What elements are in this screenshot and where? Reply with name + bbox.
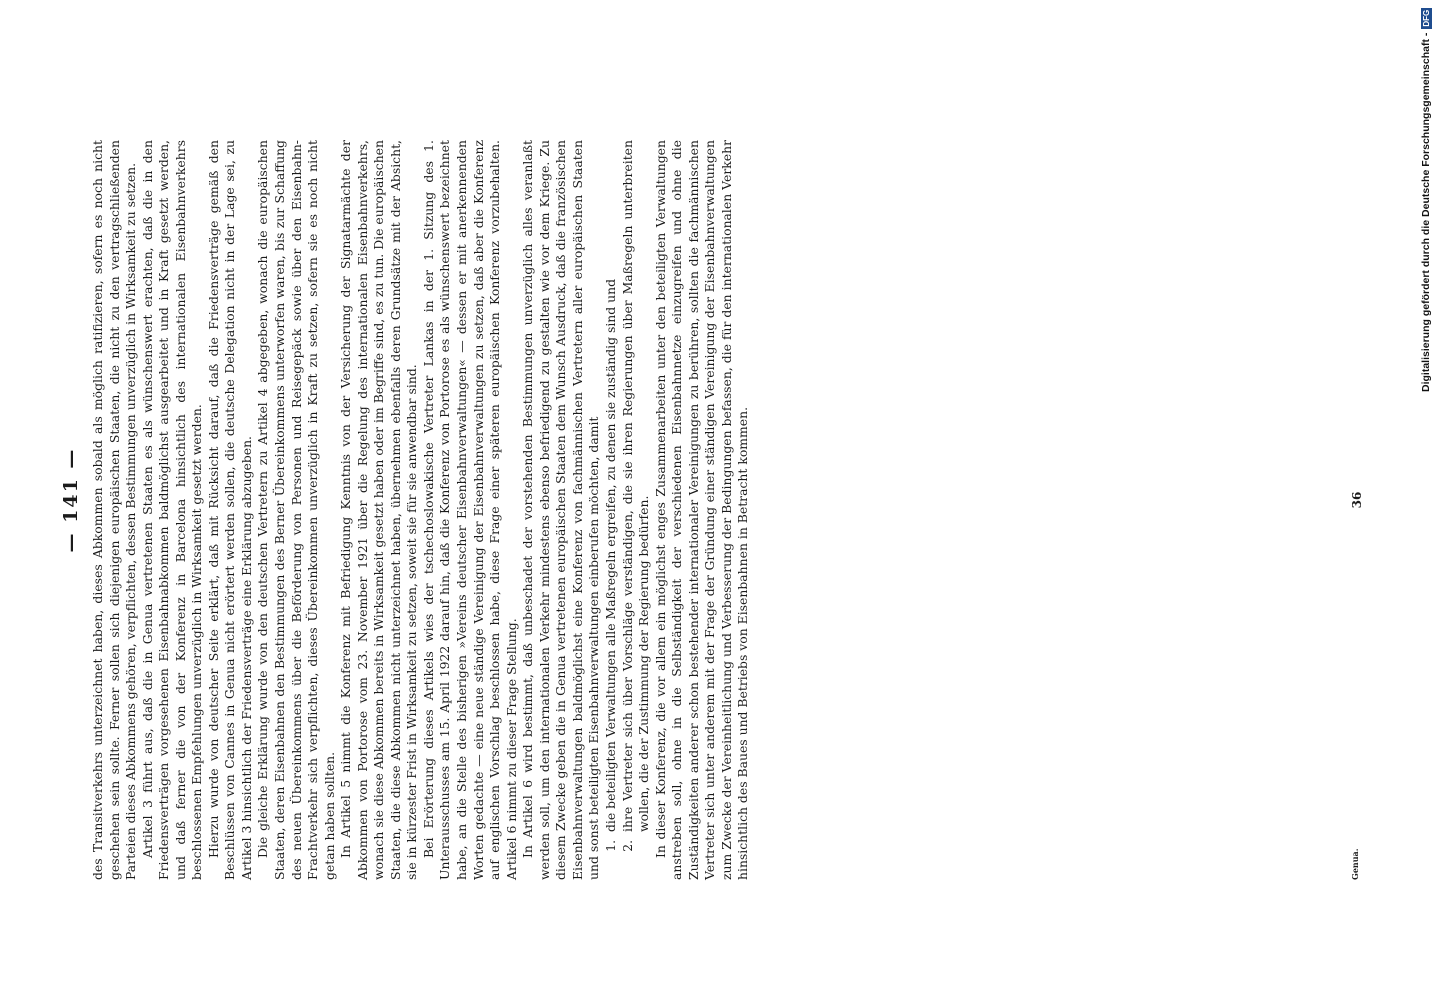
paragraph: Artikel 3 führt aus, daß die in Genua vertretenen Staaten es als wünschenswert erachten, daß die in den Friedensverträgen vorgesehenen Eisenbahnabkommen baldmöglichst ausgearbeitet und in Kraft gesetzt werden, und daß ferner die von der Konferenz in Barcelona hinsichtlich des internationalen Eisenbahnverkehrs beschlossenen Empfehlungen unverzüglich in Wirksamkeit gesetzt werden.	[139, 140, 205, 880]
rotated-document-page	[60, 0, 1364, 1000]
paragraph: Bei Erörterung dieses Artikels wies der tschechoslowakische Vertreter Lankas in der 1. Sitzung des 1. Unterausschusses am 15. April 1922 darauf hin, daß die Konferenz von Portorose es als wünschenswert bezeichnet habe, an die Stelle des bisherigen »Vereins deutscher Eisenbahnverwaltungen« — dessen er mit anerkennenden Worten gedachte — eine neue ständige Vereinigung der Eisenbahnverwaltungen zu setzen, daß aber die Konferenz auf englischen Vorschlag beschlossen habe, diese Frage einer späteren europäischen Konferenz vorzubehalten. Artikel 6 nimmt zu dieser Frage Stellung.	[420, 140, 519, 880]
dfg-logo: DFG	[1421, 9, 1431, 27]
paragraph: des Transitverkehrs unterzeichnet haben, dieses Abkommen sobald als möglich ratifizieren, sofern es noch nicht geschehen sein sollte. Ferner sollen sich diejenigen europäischen Staaten, die nicht zu den vertragschließenden Parteien dieses Abkommens gehören, verpflichten, dessen Bestimmungen unverzüglich in Wirksamkeit zu setzen.	[90, 140, 139, 880]
footer-label: Genua.	[1350, 848, 1360, 880]
paragraph: Die gleiche Erklärung wurde von den deutschen Vertretern zu Artikel 4 abgegeben, wonach die europäischen Staaten, deren Eisenbahnen den Bestimmungen des Berner Übereinkommens unterworfen waren, bis zur Schaffung des neuen Übereinkommens über die Beförderung von Personen und Reisegepäck sowie über den Eisenbahn-Frachtverkehr sich verpflichten, dieses Übereinkommen unverzüglich in Kraft zu setzen, sofern sie es noch nicht getan haben sollten.	[255, 140, 337, 880]
paragraph: In dieser Konferenz, die vor allem ein möglichst enges Zusammenarbeiten unter den beteiligten Verwaltungen anstreben soll, ohne in die Selbständigkeit der verschiedenen Eisenbahnnetze einzugreifen und ohne die Zuständigkeiten anderer schon bestehender internationaler Vereinigungen zu berühren, sollten die fachmännischen Vertreter sich unter anderem mit der Frage der Gründung einer ständigen Vereinigung der Eisenbahnverwaltungen zum Zwecke der Vereinheitlichung und Verbesserung der Bedingungen befassen, die für den internationalen Verkehr hinsichtlich des Baues und Betriebs von Eisenbahnen in Betracht kommen.	[652, 140, 751, 880]
signature-mark: 36	[1350, 491, 1364, 509]
page-number: — 141 —	[60, 447, 82, 553]
paragraph: In Artikel 5 nimmt die Konferenz mit Befriedigung Kenntnis von der Versicherung der Signatarmächte der Abkommen von Portorose vom 23. November 1921 über die Regelung des internationalen Eisenbahnverkehrs, wonach sie diese Abkommen bereits in Wirksamkeit gesetzt haben oder im Begriffe sind, es zu tun. Die europäischen Staaten, die diese Abkommen nicht unterzeichnet haben, übernehmen ebenfalls deren Grundsätze mit der Absicht, sie in kürzester Frist in Wirksamkeit zu setzen, soweit sie für sie anwendbar sind.	[338, 140, 420, 880]
list-item: 2. ihre Vertreter sich über Vorschläge verständigen, die sie ihren Regierungen über Maßregeln unterbreiten wollen, die der Zustimmung der Regierung bedürfen.	[620, 140, 653, 836]
list-item: 1. die beteiligten Verwaltungen alle Maßregeln ergreifen, zu denen sie zuständig sind und	[603, 140, 620, 836]
body-text	[90, 140, 752, 880]
paragraph: Hierzu wurde von deutscher Seite erklärt, daß mit Rücksicht darauf, daß die Friedensverträge gemäß den Beschlüssen von Cannes in Genua nicht erörtert werden sollen, die deutsche Delegation nicht in der Lage sei, zu Artikel 3 hinsichtlich der Friedensverträge eine Erklärung abzugeben.	[205, 140, 254, 880]
digitization-note	[1420, 8, 1432, 392]
digitization-text: Digitalisierung gefördert durch die Deutsche Forschungsgemeinschaft -	[1420, 32, 1432, 392]
numbered-list	[603, 140, 653, 880]
paragraph: In Artikel 6 wird bestimmt, daß unbeschadet der vorstehenden Bestimmungen unverzüglich alles veranlaßt werden soll, um den internationalen Verkehr mindestens ebenso befriedigend zu gestalten wie vor dem Kriege. Zu diesem Zwecke geben die in Genua vertretenen europäischen Staaten dem Wunsch Ausdruck, daß die französischen Eisenbahnverwaltungen baldmöglichst eine Konferenz von fachmännischen Vertretern aller europäischen Staaten und sonst beteiligten Eisenbahnverwaltungen einberufen möchten, damit	[520, 140, 602, 880]
